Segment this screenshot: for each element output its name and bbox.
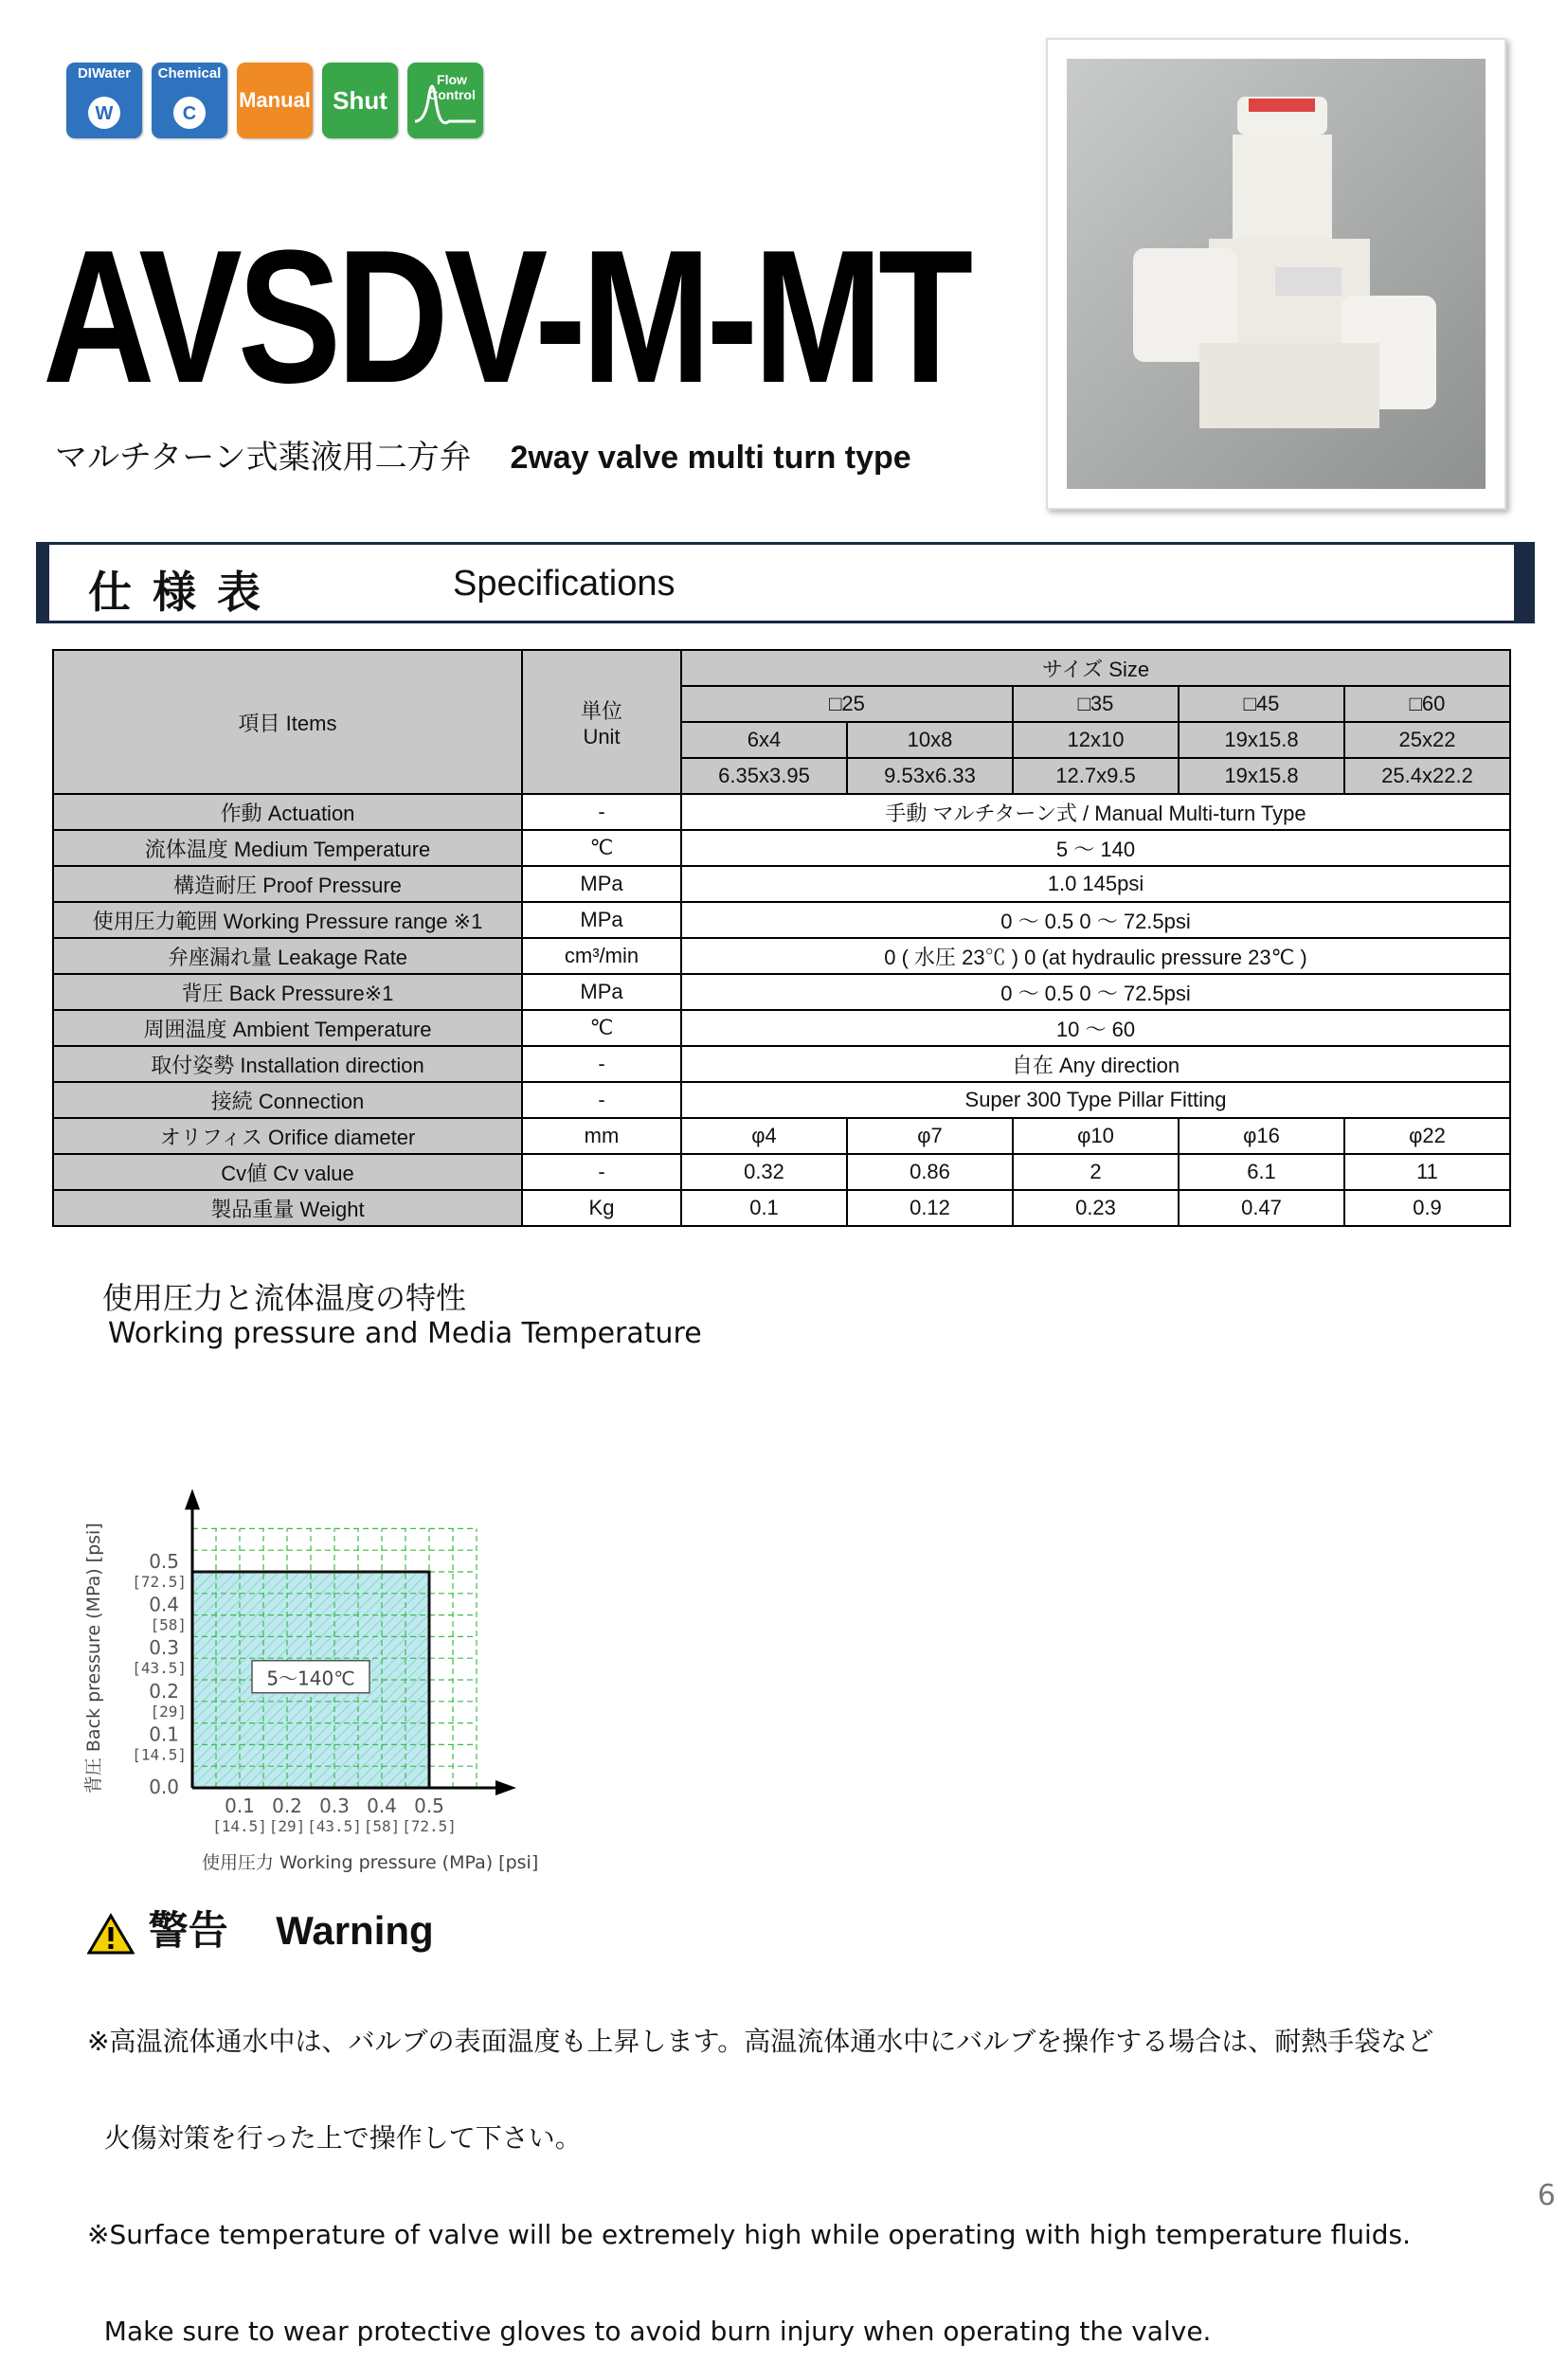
x-tick-label: 0.5 xyxy=(414,1794,444,1817)
tube-size: 25x22 xyxy=(1344,722,1510,758)
table-row xyxy=(53,650,1510,686)
page-number: 6 xyxy=(1537,2179,1556,2212)
warning-line: ※Surface temperature of valve will be extremely high while operating with high temperature fluids. xyxy=(87,2219,1412,2250)
table-row xyxy=(53,1190,1510,1226)
row-label: オリフィス Orifice diameter xyxy=(53,1118,522,1154)
manual-badge xyxy=(237,63,313,138)
warning-text xyxy=(87,1961,1433,2380)
y-tick-label: 0.5 xyxy=(149,1550,179,1573)
warning-line: 火傷対策を行った上で操作して下さい。 xyxy=(87,2122,582,2154)
row-unit: cm³/min xyxy=(522,938,681,974)
row-label: 周囲温度 Ambient Temperature xyxy=(53,1010,522,1046)
pressure-temperature-chart xyxy=(76,1345,682,1876)
cv-value: 11 xyxy=(1344,1154,1510,1190)
size-header: サイズ Size xyxy=(681,650,1510,686)
badge-label: Chemical xyxy=(157,65,222,81)
row-value: 自在 Any direction xyxy=(681,1046,1510,1082)
tube-size: 12x10 xyxy=(1013,722,1179,758)
warning-title-en: Warning xyxy=(276,1908,434,1953)
chart-title-en: Working pressure and Media Temperature xyxy=(108,1317,702,1350)
badge-label: Manual xyxy=(239,88,311,112)
product-title: AVSDV-M-MT xyxy=(43,211,969,423)
row-value: 1.0 145psi xyxy=(681,866,1510,902)
x-tick-sublabel: [72.5] xyxy=(402,1817,457,1835)
x-tick-sublabel: [43.5] xyxy=(307,1817,362,1835)
tube-size: 19x15.8 xyxy=(1179,722,1344,758)
warning-heading xyxy=(87,1900,434,1956)
table-row xyxy=(53,1118,1510,1154)
row-value: 0 ～ 0.5 0 ～ 72.5psi xyxy=(681,974,1510,1010)
x-tick-label: 0.4 xyxy=(367,1794,397,1817)
row-value: 0 ( 水圧 23℃ ) 0 (at hydraulic pressure 23℃ ) xyxy=(681,938,1510,974)
row-label: 流体温度 Medium Temperature xyxy=(53,830,522,866)
y-tick-sublabel: [43.5] xyxy=(132,1659,187,1678)
weight-value: 0.9 xyxy=(1344,1190,1510,1226)
unit-header-jp: 単位 xyxy=(580,698,622,723)
items-header: 項目 Items xyxy=(53,650,522,794)
row-unit: - xyxy=(522,794,681,830)
weight-value: 0.47 xyxy=(1179,1190,1344,1226)
orifice-value: φ10 xyxy=(1013,1118,1179,1154)
x-tick-sublabel: [14.5] xyxy=(212,1817,267,1835)
y-tick-label: 0.2 xyxy=(149,1679,179,1703)
y-axis-arrow xyxy=(185,1488,200,1509)
feature-badges xyxy=(66,63,483,138)
row-unit: ℃ xyxy=(522,1010,681,1046)
row-label: 作動 Actuation xyxy=(53,794,522,830)
x-tick-sublabel: [29] xyxy=(268,1817,306,1835)
tube-size-inch: 6.35x3.95 xyxy=(681,758,847,794)
table-row xyxy=(53,866,1510,902)
subtitle-en: 2way valve multi turn type xyxy=(510,440,911,476)
row-unit: MPa xyxy=(522,902,681,938)
photo-background xyxy=(1067,59,1486,489)
row-unit: - xyxy=(522,1154,681,1190)
chemical-badge xyxy=(152,63,227,138)
tube-size: 6x4 xyxy=(681,722,847,758)
row-value: Super 300 Type Pillar Fitting xyxy=(681,1082,1510,1118)
product-subtitle xyxy=(55,431,911,478)
warning-title-jp: 警告 xyxy=(148,1907,228,1954)
tube-size-inch: 19x15.8 xyxy=(1179,758,1344,794)
chemical-drop-icon: C xyxy=(173,97,206,129)
orifice-value: φ7 xyxy=(847,1118,1013,1154)
y-tick-sublabel: [58] xyxy=(150,1615,187,1634)
row-unit: MPa xyxy=(522,866,681,902)
table-row xyxy=(53,830,1510,866)
chart-title-jp: 使用圧力と流体温度の特性 xyxy=(102,1280,467,1316)
y-tick-sublabel: [72.5] xyxy=(132,1573,187,1591)
row-value: 手動 マルチターン式 / Manual Multi-turn Type xyxy=(681,794,1510,830)
row-label: 構造耐圧 Proof Pressure xyxy=(53,866,522,902)
table-row xyxy=(53,1010,1510,1046)
table-row xyxy=(53,938,1510,974)
table-row xyxy=(53,902,1510,938)
row-unit: Kg xyxy=(522,1190,681,1226)
y-tick-label: 0.1 xyxy=(149,1722,179,1746)
warning-line: Make sure to wear protective gloves to avoid burn injury when operating the valve. xyxy=(87,2316,1212,2347)
row-label: 接続 Connection xyxy=(53,1082,522,1118)
section-title-en: Specifications xyxy=(453,564,675,604)
subtitle-jp: マルチターン式薬液用二方弁 xyxy=(55,439,472,477)
y-tick-sublabel: [14.5] xyxy=(132,1745,187,1764)
warning-icon xyxy=(87,1913,135,1955)
y-axis-label: 背圧 Back pressure (MPa) [psi] xyxy=(83,1523,104,1794)
row-label: 製品重量 Weight xyxy=(53,1190,522,1226)
unit-header xyxy=(522,650,681,794)
tube-size-inch: 9.53x6.33 xyxy=(847,758,1013,794)
x-tick-label: 0.3 xyxy=(319,1794,350,1817)
specifications-header xyxy=(36,542,1535,623)
table-row xyxy=(53,1046,1510,1082)
water-drop-icon: W xyxy=(88,97,120,129)
row-value: 0 ～ 0.5 0 ～ 72.5psi xyxy=(681,902,1510,938)
row-unit: MPa xyxy=(522,974,681,1010)
row-label: 弁座漏れ量 Leakage Rate xyxy=(53,938,522,974)
valve-image xyxy=(1067,59,1486,489)
x-axis-label: 使用圧力 Working pressure (MPa) [psi] xyxy=(202,1852,539,1873)
x-tick-label: 0.1 xyxy=(225,1794,255,1817)
y-tick-sublabel: [29] xyxy=(150,1702,187,1721)
x-tick-sublabel: [58] xyxy=(363,1817,401,1835)
size-group: □45 xyxy=(1179,686,1344,722)
section-bar-right xyxy=(1514,545,1535,621)
orifice-value: φ4 xyxy=(681,1118,847,1154)
orifice-value: φ16 xyxy=(1179,1118,1344,1154)
cv-value: 2 xyxy=(1013,1154,1179,1190)
table-row xyxy=(53,1082,1510,1118)
cv-value: 0.86 xyxy=(847,1154,1013,1190)
badge-label: Shut xyxy=(333,86,387,115)
tube-size: 10x8 xyxy=(847,722,1013,758)
weight-value: 0.23 xyxy=(1013,1190,1179,1226)
flow-control-badge xyxy=(407,63,483,138)
region-label: 5～140℃ xyxy=(266,1667,355,1690)
shut-badge xyxy=(322,63,398,138)
warning-line: ※高温流体通水中は、バルブの表面温度も上昇します。高温流体通水中にバルブを操作する場合は、耐熱手袋など xyxy=(87,2026,1434,2057)
row-label: Cv値 Cv value xyxy=(53,1154,522,1190)
size-group: □25 xyxy=(681,686,1013,722)
row-label: 取付姿勢 Installation direction xyxy=(53,1046,522,1082)
tube-size-inch: 12.7x9.5 xyxy=(1013,758,1179,794)
flow-wave-icon xyxy=(407,63,483,138)
unit-header-en: Unit xyxy=(583,724,621,748)
y-tick-label: 0.0 xyxy=(149,1776,179,1798)
table-row xyxy=(53,974,1510,1010)
table-row xyxy=(53,1154,1510,1190)
spec-table xyxy=(52,649,1511,1227)
badge-label: DIWater xyxy=(77,65,132,81)
row-unit: - xyxy=(522,1082,681,1118)
cv-value: 0.32 xyxy=(681,1154,847,1190)
weight-value: 0.12 xyxy=(847,1190,1013,1226)
size-group: □35 xyxy=(1013,686,1179,722)
orifice-value: φ22 xyxy=(1344,1118,1510,1154)
weight-value: 0.1 xyxy=(681,1190,847,1226)
section-title-jp: 仕様表 xyxy=(88,567,281,618)
row-unit: ℃ xyxy=(522,830,681,866)
x-axis-arrow xyxy=(495,1780,516,1795)
badge-label: Flow Control xyxy=(428,72,476,102)
row-unit: mm xyxy=(522,1118,681,1154)
row-label: 背圧 Back Pressure※1 xyxy=(53,974,522,1010)
row-value: 10 ～ 60 xyxy=(681,1010,1510,1046)
cv-value: 6.1 xyxy=(1179,1154,1344,1190)
y-tick-label: 0.4 xyxy=(149,1593,179,1616)
size-group: □60 xyxy=(1344,686,1510,722)
x-tick-label: 0.2 xyxy=(272,1794,302,1817)
diwater-badge xyxy=(66,63,142,138)
tube-size-inch: 25.4x22.2 xyxy=(1344,758,1510,794)
section-bar-left xyxy=(36,545,49,621)
product-photo xyxy=(1046,38,1506,510)
table-row xyxy=(53,794,1510,830)
y-tick-label: 0.3 xyxy=(149,1636,179,1660)
row-label: 使用圧力範囲 Working Pressure range ※1 xyxy=(53,902,522,938)
row-value: 5 ～ 140 xyxy=(681,830,1510,866)
row-unit: - xyxy=(522,1046,681,1082)
